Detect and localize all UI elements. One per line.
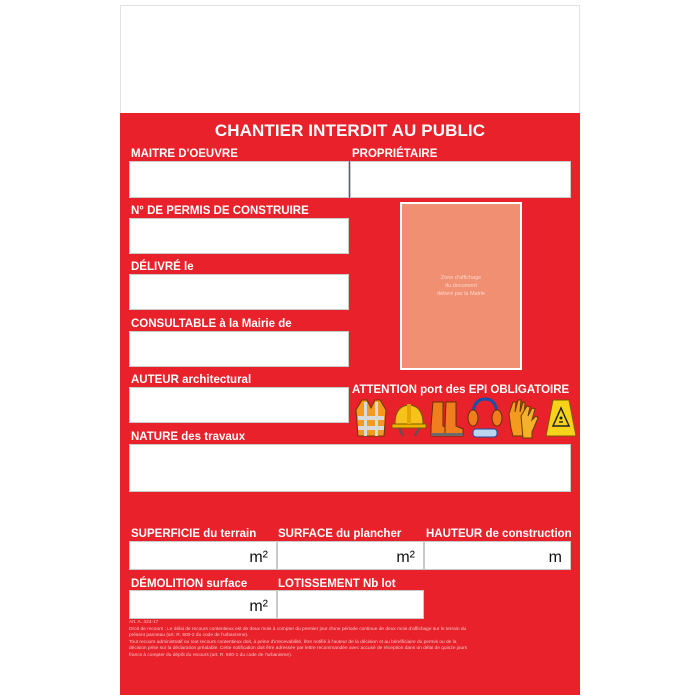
- delivre-label: DÉLIVRÉ le: [131, 261, 194, 273]
- photo-caption-line2: du document: [445, 283, 477, 289]
- auteur-field[interactable]: [129, 387, 349, 423]
- nature-field[interactable]: [129, 444, 571, 492]
- work-gloves-icon: [505, 396, 541, 440]
- auteur-label: AUTEUR architectural: [131, 374, 252, 386]
- sign-title: CHANTIER INTERDIT AU PUBLIC: [214, 121, 486, 140]
- consultable-label: CONSULTABLE à la Mairie de: [131, 318, 292, 330]
- safety-boots-icon: [429, 396, 465, 440]
- maitre-oeuvre-label: MAITRE D'OEUVRE: [131, 148, 238, 160]
- legal-line: Tout recours administratif ou tout recours contentieux doit, à peine d'irrecevabilité, être notifié à l'auteur de la décision et au bénéficiaire du permis ou de la: [129, 639, 457, 645]
- hauteur-unit: m: [548, 549, 562, 566]
- safety-vest-icon: [353, 396, 389, 440]
- surface-label: SURFACE du plancher: [278, 528, 402, 540]
- legal-line: francs à compter du dépôt du recours (art. R. 600-1 du code de l'urbanisme).: [129, 652, 293, 658]
- demolition-unit: m²: [249, 598, 268, 615]
- delivre-field[interactable]: [129, 274, 349, 310]
- legal-line: présent panneau (art. R. 600-2 du code de l'urbanisme).: [129, 633, 249, 639]
- proprietaire-label: PROPRIÉTAIRE: [352, 148, 438, 160]
- epi-title: ATTENTION port des EPI OBLIGATOIRE: [352, 384, 570, 396]
- demolition-label: DÉMOLITION surface: [131, 578, 248, 590]
- permis-label: N° DE PERMIS DE CONSTRUIRE: [131, 205, 309, 217]
- surface-field[interactable]: [277, 541, 424, 570]
- surface-unit: m²: [396, 549, 415, 566]
- legal-article: Art. A. 424-17: [129, 620, 159, 625]
- superficie-unit: m²: [249, 549, 268, 566]
- caution-sign-icon: [543, 396, 579, 440]
- legal-line: Droit de recours : Le délai de recours contentieux est de deux mois à compter du premier jour d'une période continue de deux mois d'affichage sur le terrain du: [129, 626, 467, 632]
- consultable-field[interactable]: [129, 331, 349, 367]
- ear-protection-icon: [467, 396, 503, 440]
- hauteur-label: HAUTEUR de construction: [426, 528, 572, 540]
- demolition-field[interactable]: [129, 590, 277, 619]
- photo-caption-line1: Zone d'affichage: [440, 275, 482, 281]
- lotissement-label: LOTISSEMENT Nb lot: [278, 578, 396, 590]
- superficie-label: SUPERFICIE du terrain: [131, 528, 257, 540]
- construction-sign-panel: [120, 113, 580, 695]
- proprietaire-field[interactable]: [350, 161, 571, 198]
- lotissement-field[interactable]: [277, 590, 424, 619]
- hard-hat-icon: [391, 396, 427, 440]
- hauteur-field[interactable]: [424, 541, 571, 570]
- document-display-area: [400, 202, 522, 370]
- nature-label: NATURE des travaux: [131, 431, 246, 443]
- superficie-field[interactable]: [129, 541, 277, 570]
- photo-caption-line3: délivré par la Mairie: [437, 291, 485, 297]
- legal-line: décision prise sur la déclaration préalable. Cette notification doit être adressée par lettre recommandée avec accusé de réception dans un délai de quinze jours: [129, 646, 468, 652]
- legal-notice: [129, 620, 571, 660]
- maitre-oeuvre-field[interactable]: [129, 161, 349, 198]
- permis-field[interactable]: [129, 218, 349, 254]
